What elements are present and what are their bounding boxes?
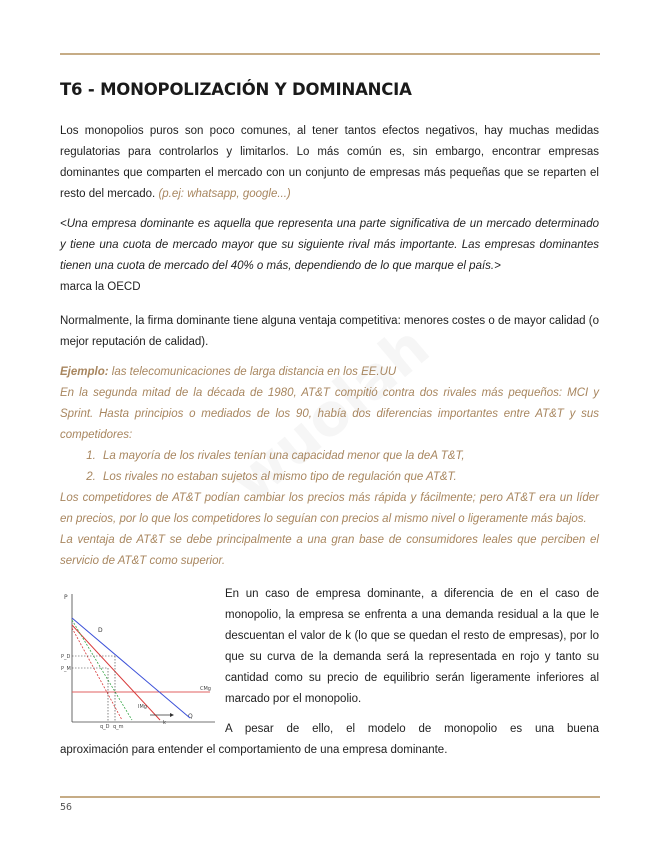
page-number: 56 — [60, 802, 73, 813]
qd-label: q_D — [100, 724, 110, 730]
example-after-1: Los competidores de AT&T podían cambiar los precios más rápida y fácilmente; pero AT&T era un líder en precios, por lo que los competidores lo seguían con precios al mismo nivel o ligeramente más bajos. — [60, 492, 599, 525]
axis-x-label: Q — [188, 713, 193, 720]
example-intro: En la segunda mitad de la década de 1980, AT&T compitió contra dos rivales más pequeños: MCI y Sprint. Hasta principios o mediados de los 90, había dos diferencias importantes entre AT&T y sus competidores: — [60, 387, 599, 441]
top-rule — [60, 53, 600, 55]
example-heading-text: las telecomunicaciones de larga distancia en los EE.UU — [108, 366, 397, 378]
d-label: D — [98, 627, 103, 634]
example-heading — [60, 362, 599, 383]
figure-explanation: En un caso de empresa dominante, a diferencia de en el caso de monopolio, la empresa se enfrenta a una demanda residual a la que le descuentan el valor de k (lo que se quedan el resto de empresas), por lo que su curva de la demanda será la representada en rojo y tanto su cantidad como su precio de equilibrio serán ligeramente inferiores al marcado por el monopolio. — [225, 588, 599, 705]
demand-curve — [72, 618, 190, 718]
quote-text: <Una empresa dominante es aquella que representa una parte significativa de un mercado determinado y tiene una cuota de mercado mayor que su siguiente rival más importante. Las empresas dominantes tienen una cuota de mercado del 40% o más, dependiendo de lo que marque el país.> — [60, 218, 599, 272]
k-arrowhead — [170, 713, 174, 717]
example-list — [60, 446, 599, 488]
img-label: IMg — [138, 704, 147, 710]
residual-marginal-curve — [72, 628, 122, 720]
axis-y-label: P — [64, 594, 68, 601]
quote-source: marca la OECD — [60, 281, 141, 293]
list-item: 2. Los rivales no estaban sujetos al mismo tipo de regulación que AT&T. — [99, 467, 599, 488]
example-block — [60, 362, 599, 572]
closing-line-1: A pesar de ello, el modelo de monopolio es una buena — [225, 723, 599, 735]
qm-label: q_m — [113, 724, 124, 730]
bottom-rule — [60, 796, 600, 798]
example-after-2: La ventaja de AT&T se debe principalmente a una gran base de consumidores leales que perciben el servicio de AT&T como superior. — [60, 534, 599, 567]
list-item: 1. La mayoría de los rivales tenían una capacidad menor que la deA T&T, — [99, 446, 599, 467]
k-label: k — [163, 720, 166, 726]
closing-line-2: aproximación para entender el comportamiento de una empresa dominante. — [60, 744, 448, 756]
pd-label: P_D — [61, 654, 71, 660]
pm-label: P_M — [61, 666, 71, 672]
advantage-paragraph: Normalmente, la firma dominante tiene alguna ventaja competitiva: menores costes o de mayor calidad (o mejor reputación de calidad). — [60, 315, 599, 348]
intro-paragraph — [60, 121, 599, 205]
closing-paragraph — [60, 719, 599, 761]
intro-example: (p.ej: whatsapp, google...) — [158, 188, 291, 200]
example-label: Ejemplo: — [60, 366, 109, 378]
oecd-quote — [60, 214, 599, 298]
dominant-firm-graph — [60, 590, 220, 730]
intro-text: Los monopolios puros son poco comunes, al tener tantos efectos negativos, hay muchas medidas regulatorias para controlarlos y limitarlos. Lo más común es, sin embargo, encontrar empresas dominantes que comparten el mercado con un conjunto de empresas más pequeñas que se reparten el resto del mercado. — [60, 125, 599, 200]
cmg-label: CMg — [200, 686, 211, 692]
page-title: T6 - MONOPOLIZACIÓN Y DOMINANCIA — [60, 80, 412, 99]
